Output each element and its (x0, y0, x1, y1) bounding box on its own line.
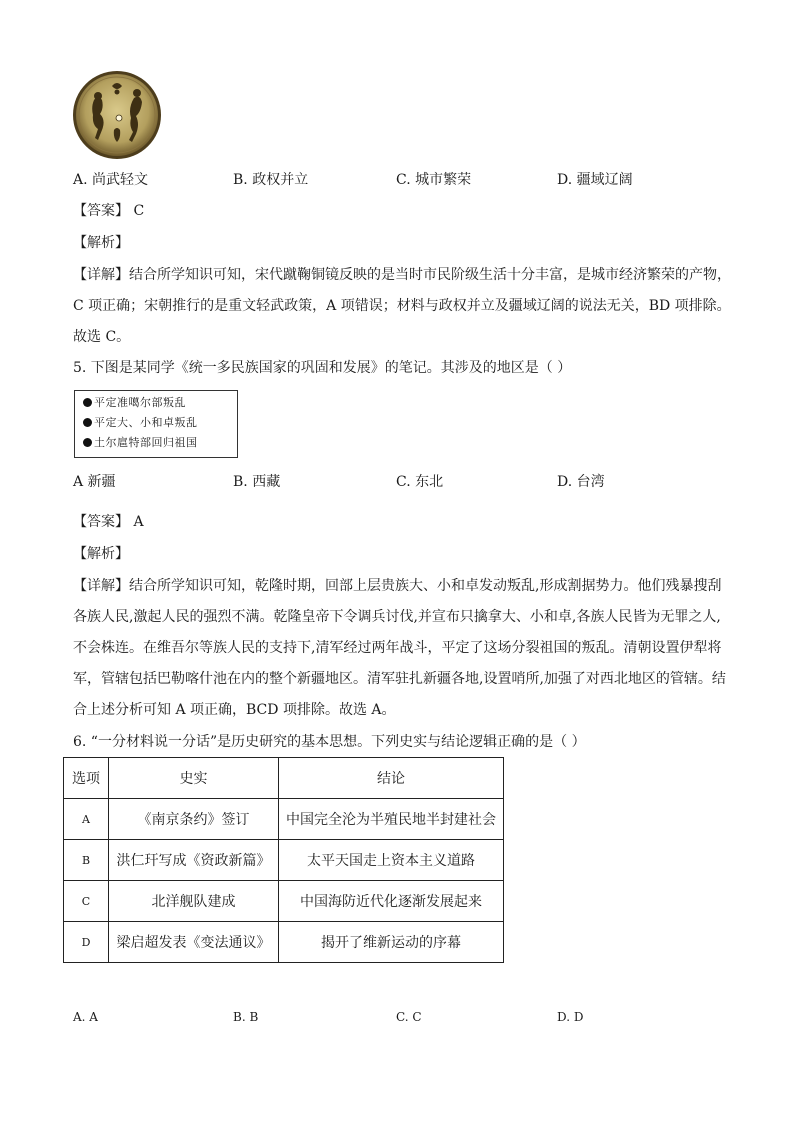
q4-analysis-label: 【解析】 (73, 235, 129, 251)
q4-detail-line: C 项正确；宋朝推行的是重文轻武政策，A 项错误；材料与政权并立及疆域辽阔的说法无关，BD 项排除。 (73, 298, 731, 314)
q5-option-d: D. 台湾 (557, 474, 605, 490)
bullet-icon (83, 438, 92, 447)
table-cell: D (64, 922, 109, 963)
table-cell: 北洋舰队建成 (109, 881, 279, 922)
note-item (83, 416, 198, 430)
table-cell: 《南京条约》签订 (109, 799, 279, 840)
table-cell: 太平天国走上资本主义道路 (279, 840, 504, 881)
table-cell: 洪仁玕写成《资政新篇》 (109, 840, 279, 881)
q5-detail-line: 合上述分析可知 A 项正确，BCD 项排除。故选 A。 (73, 702, 396, 718)
table-cell: B (64, 840, 109, 881)
note-text: 平定准噶尔部叛乱 (94, 396, 186, 409)
q6-option-d: D. D (557, 1010, 584, 1024)
table-row (64, 922, 504, 963)
table-row (64, 799, 504, 840)
q5-option-b: B. 西藏 (233, 474, 281, 490)
q4-option-c: C. 城市繁荣 (396, 172, 472, 188)
note-text: 平定大、小和卓叛乱 (94, 416, 198, 429)
q6-option-a: A. A (73, 1010, 98, 1024)
bullet-icon (83, 418, 92, 427)
table-cell: 梁启超发表《变法通议》 (109, 922, 279, 963)
bronze-mirror-image (72, 70, 162, 160)
q6-stem: 6. “一分材料说一分话”是历史研究的基本思想。下列史实与结论逻辑正确的是（ ） (73, 734, 586, 750)
bullet-icon (83, 398, 92, 407)
table-header: 选项 (64, 758, 109, 799)
q6-table (63, 757, 504, 963)
q6-option-b: B. B (233, 1010, 259, 1024)
q5-option-a: A 新疆 (73, 474, 116, 490)
q5-notes-box (74, 390, 238, 458)
answer-value: A (133, 514, 144, 530)
note-item (83, 396, 186, 410)
q6-option-c: C. C (396, 1010, 422, 1024)
q5-option-c: C. 东北 (396, 474, 444, 490)
table-row (64, 840, 504, 881)
q4-answer (73, 201, 144, 221)
table-header: 史实 (109, 758, 279, 799)
q5-analysis-label: 【解析】 (73, 546, 129, 562)
q5-stem: 5. 下图是某同学《统一多民族国家的巩固和发展》的笔记。其涉及的地区是（ ） (73, 360, 572, 376)
answer-label: 【答案】 (73, 514, 129, 530)
table-cell: A (64, 799, 109, 840)
answer-value: C (133, 203, 145, 219)
q5-answer (73, 512, 144, 532)
note-item (83, 436, 198, 450)
q5-detail-line: 各族人民,激起人民的强烈不满。乾隆皇帝下令调兵讨伐,并宣布只擒拿大、小和卓,各族人民皆为无罪之人, (73, 609, 721, 625)
table-cell: C (64, 881, 109, 922)
q5-detail-line: 【详解】结合所学知识可知，乾隆时期，回部上层贵族大、小和卓发动叛乱,形成割据势力。他们残暴搜刮 (73, 578, 722, 594)
q5-detail-line: 不会株连。在维吾尔等族人民的支持下,清军经过两年战斗，平定了这场分裂祖国的叛乱。清朝设置伊犁将 (73, 640, 722, 656)
q4-detail-line: 故选 C。 (73, 329, 131, 345)
answer-label: 【答案】 (73, 203, 129, 219)
table-row (64, 881, 504, 922)
q5-detail-line: 军，管辖包括巴勒喀什池在内的整个新疆地区。清军驻扎新疆各地,设置哨所,加强了对西北地区的管辖。结 (73, 671, 726, 687)
q4-option-a: A. 尚武轻文 (73, 172, 149, 188)
table-header: 结论 (279, 758, 504, 799)
table-cell: 中国完全沦为半殖民地半封建社会 (279, 799, 504, 840)
note-text: 土尔扈特部回归祖国 (94, 436, 198, 449)
table-cell: 中国海防近代化逐渐发展起来 (279, 881, 504, 922)
table-cell: 揭开了维新运动的序幕 (279, 922, 504, 963)
table-header-row (64, 758, 504, 799)
q4-detail-line: 【详解】结合所学知识可知，宋代蹴鞠铜镜反映的是当时市民阶级生活十分丰富，是城市经济繁荣的产物， (73, 267, 731, 283)
q4-option-d: D. 疆域辽阔 (557, 172, 633, 188)
q4-option-b: B. 政权并立 (233, 172, 309, 188)
